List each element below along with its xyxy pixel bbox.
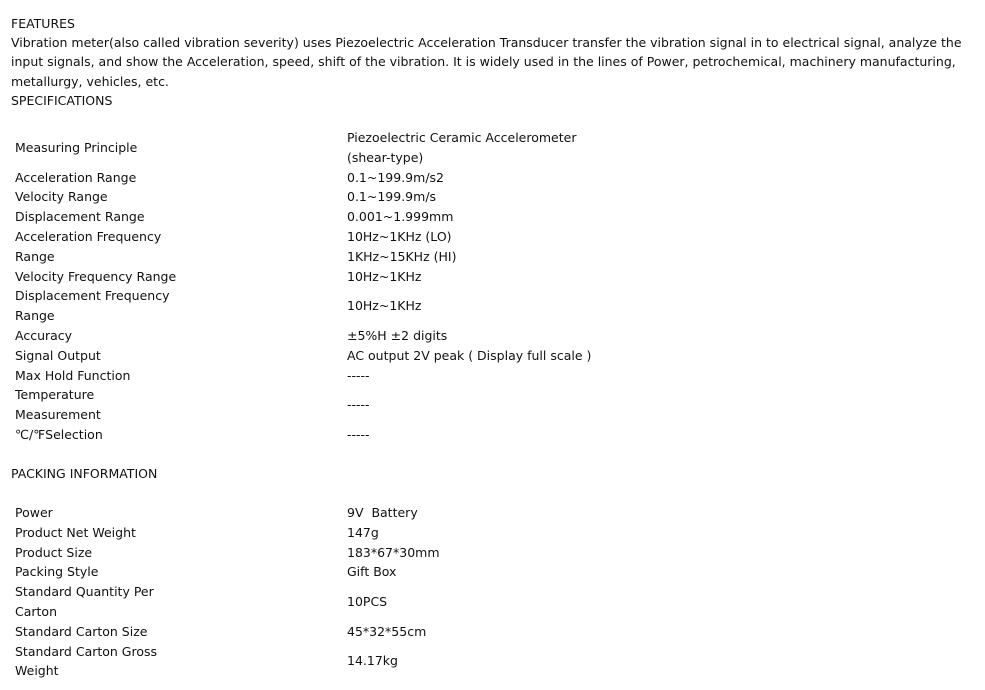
packing-value: 45*32*55cm — [347, 623, 427, 639]
features-text: Vibration meter(also called vibration severity) uses Piezoelectric Acceleration Transducer transfer the vibration signal in to electrical signal, analyze the input signals, and show the Acceleration, speed, shift of the vibration. It is widely used in the lines of Power, petrochemical, machinery manufacturing, metallurgy, vehicles, etc. — [11, 35, 962, 89]
packing-label: Packing Style — [15, 564, 99, 580]
spec-label: Accuracy — [15, 327, 73, 343]
table-row — [15, 425, 975, 445]
spec-label: Displacement Range — [15, 209, 145, 225]
table-row — [15, 326, 975, 346]
table-row — [15, 247, 975, 267]
packing-value: 14.17kg — [347, 653, 398, 669]
spec-value: 1KHz~15KHz (HI) — [347, 248, 457, 264]
spec-value: Piezoelectric Ceramic Accelerometer (shear-type) — [347, 130, 577, 165]
table-row — [15, 622, 975, 642]
packing-label: Power — [15, 505, 53, 520]
specifications-table — [15, 128, 975, 445]
spec-label: Max Hold Function — [15, 367, 131, 383]
packing-value: 9V Battery — [347, 505, 418, 520]
table-row — [15, 168, 975, 188]
spec-value: ----- — [347, 397, 370, 413]
spec-value: AC output 2V peak ( Display full scale ) — [347, 347, 592, 363]
packing-label: Standard Carton Gross Weight — [15, 643, 158, 679]
packing-label: Standard Carton Size — [15, 623, 148, 639]
table-row — [15, 286, 975, 326]
spec-value: 10Hz~1KHz — [347, 298, 422, 314]
table-row — [15, 582, 975, 622]
spec-label: Signal Output — [15, 347, 101, 363]
packing-value: 10PCS — [347, 594, 388, 610]
spec-label: Measuring Principle — [15, 139, 138, 155]
table-row — [15, 385, 975, 425]
table-row — [15, 267, 975, 287]
spec-value: 0.1~199.9m/s — [347, 189, 437, 205]
table-row — [15, 642, 975, 682]
packing-label: Product Net Weight — [15, 524, 136, 540]
packing-heading: PACKING INFORMATION — [11, 466, 158, 481]
packing-table — [15, 503, 975, 681]
table-row — [15, 523, 975, 543]
spec-value: ±5%H ±2 digits — [347, 327, 448, 343]
table-row — [15, 366, 975, 386]
packing-label: Product Size — [15, 544, 93, 560]
packing-value: 183*67*30mm — [347, 544, 440, 560]
table-row — [15, 207, 975, 227]
table-row — [15, 543, 975, 563]
table-row — [15, 346, 975, 366]
spec-value: ----- — [347, 426, 370, 442]
spec-label: Range — [15, 248, 55, 264]
spec-value: ----- — [347, 367, 370, 383]
spec-label: Acceleration Range — [15, 169, 137, 185]
spec-label: ℃/℉Selection — [15, 426, 103, 442]
packing-label: Standard Quantity Per Carton — [15, 584, 154, 619]
table-row — [15, 227, 975, 247]
spec-value: 0.001~1.999mm — [347, 209, 454, 225]
spec-value: 10Hz~1KHz — [347, 268, 422, 284]
features-heading: FEATURES — [11, 16, 75, 31]
spec-value: 10Hz~1KHz (LO) — [347, 228, 452, 244]
spec-label: Acceleration Frequency — [15, 228, 162, 244]
packing-value: 147g — [347, 524, 379, 540]
spec-label: Displacement Frequency Range — [15, 288, 170, 324]
packing-value: Gift Box — [347, 564, 397, 580]
product-description — [11, 14, 973, 110]
table-row — [15, 187, 975, 207]
table-row — [15, 562, 975, 582]
spec-label: Velocity Range — [15, 189, 108, 205]
spec-value: 0.1~199.9m/s2 — [347, 169, 444, 185]
table-row — [15, 128, 975, 168]
table-row — [15, 503, 975, 523]
spec-label: Temperature Measurement — [15, 387, 101, 423]
specifications-heading: SPECIFICATIONS — [11, 92, 113, 108]
spec-label: Velocity Frequency Range — [15, 268, 177, 284]
